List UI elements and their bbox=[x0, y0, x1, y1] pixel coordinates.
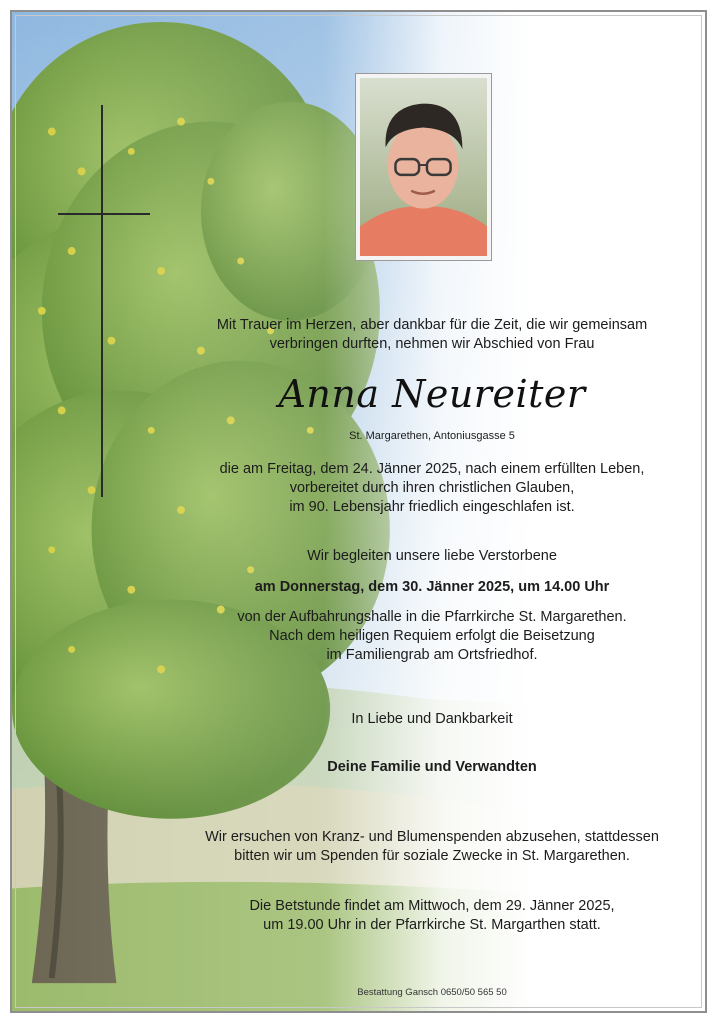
death-notice bbox=[162, 460, 702, 517]
donation-request bbox=[162, 828, 702, 866]
address: St. Margarethen, Antoniusgasse 5 bbox=[349, 430, 515, 442]
funeral-details bbox=[162, 608, 702, 665]
portrait-photo bbox=[355, 73, 492, 261]
funeral-date: am Donnerstag, dem 30. Jänner 2025, um 14.00 Uhr bbox=[254, 579, 610, 595]
family-signature: Deine Familie und Verwandten bbox=[327, 759, 537, 775]
death-line: die am Freitag, dem 24. Jänner 2025, nach einem erfüllten Leben, bbox=[219, 461, 645, 477]
obituary-card bbox=[10, 10, 707, 1013]
prayer-info bbox=[162, 897, 702, 935]
latin-cross-icon bbox=[101, 105, 103, 497]
prayer-line: um 19.00 Uhr in der Pfarrkirche St. Margarthen statt. bbox=[263, 917, 601, 933]
accompany-text: Wir begleiten unsere liebe Verstorbene bbox=[307, 548, 557, 564]
intro-line: Mit Trauer im Herzen, aber dankbar für die Zeit, die wir gemeinsam bbox=[216, 317, 648, 333]
death-line: im 90. Lebensjahr friedlich eingeschlafen ist. bbox=[289, 499, 575, 515]
funeral-home-footer: Bestattung Gansch 0650/50 565 50 bbox=[357, 987, 507, 998]
death-line: vorbereitet durch ihren christlichen Glauben, bbox=[289, 480, 575, 496]
funeral-line: von der Aufbahrungshalle in die Pfarrkirche St. Margarethen. bbox=[237, 609, 627, 625]
funeral-line: im Familiengrab am Ortsfriedhof. bbox=[326, 647, 538, 663]
cross-beam bbox=[58, 213, 150, 215]
donation-line: bitten wir um Spenden für soziale Zwecke in St. Margarethen. bbox=[234, 848, 630, 864]
funeral-line: Nach dem heiligen Requiem erfolgt die Beisetzung bbox=[269, 628, 595, 644]
closing-text: In Liebe und Dankbarkeit bbox=[351, 711, 513, 727]
intro-line: verbringen durften, nehmen wir Abschied von Frau bbox=[269, 336, 595, 352]
prayer-line: Die Betstunde findet am Mittwoch, dem 29. Jänner 2025, bbox=[249, 898, 615, 914]
portrait-image bbox=[360, 78, 487, 256]
intro-text bbox=[162, 316, 702, 354]
donation-line: Wir ersuchen von Kranz- und Blumenspenden abzusehen, stattdessen bbox=[205, 829, 659, 845]
deceased-name: Anna Neureiter bbox=[278, 372, 586, 416]
